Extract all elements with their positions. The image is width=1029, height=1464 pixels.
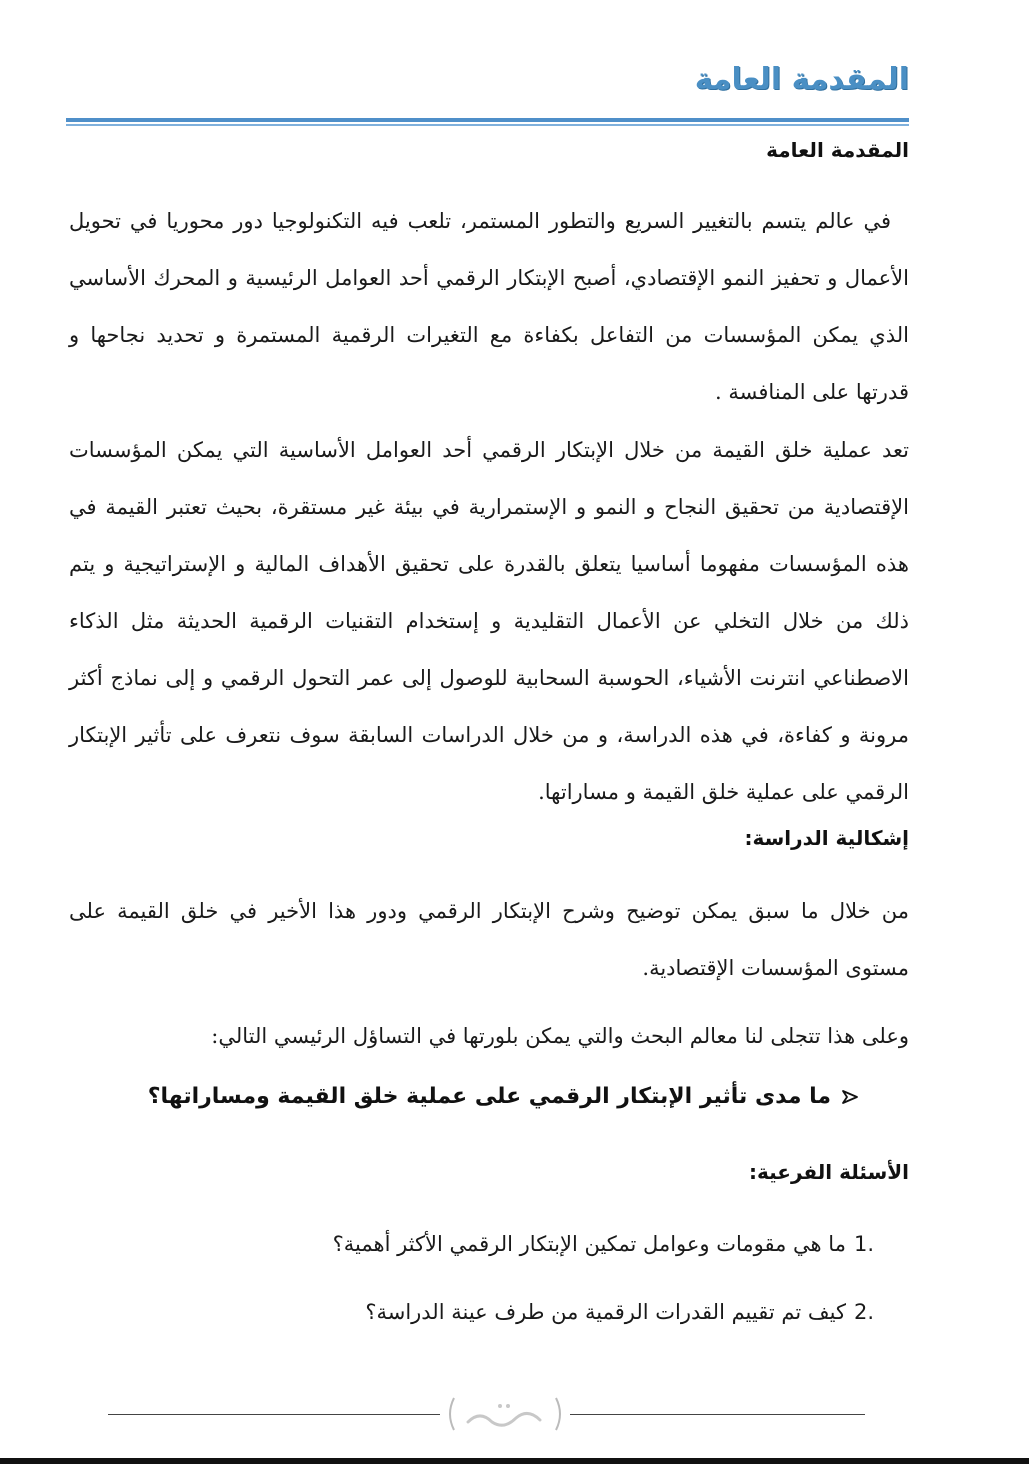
lead-in-paragraph xyxy=(69,1008,909,1065)
list-item xyxy=(365,1300,874,1324)
arrow-bullet-icon xyxy=(841,1088,859,1106)
title-underline xyxy=(66,118,909,122)
bottom-edge-bar xyxy=(0,1458,1029,1464)
problem-paragraph-text: من خلال ما سبق يمكن توضيح وشرح الإبتكار الرقمي ودور هذا الأخير في خلق القيمة على مستوى المؤسسات الإقتصادية. xyxy=(69,899,909,980)
lead-in-text: وعلى هذا تتجلى لنا معالم البحث والتي يمكن بلورتها في التساؤل الرئيسي التالي: xyxy=(211,1024,909,1048)
second-paragraph xyxy=(69,422,909,821)
intro-paragraph xyxy=(69,193,909,421)
chapter-title: المقدمة العامة xyxy=(694,62,909,97)
watermark-logo-icon xyxy=(440,1392,570,1436)
section-title: المقدمة العامة xyxy=(766,138,909,162)
list-item-number: 1. xyxy=(853,1232,874,1256)
main-question-text: ما مدى تأثير الإبتكار الرقمي على عملية خلق القيمة ومساراتها؟ xyxy=(147,1084,831,1109)
list-item-number: 2. xyxy=(853,1300,874,1324)
list-item-text: كيف تم تقييم القدرات الرقمية من طرف عينة الدراسة؟ xyxy=(365,1300,846,1324)
second-paragraph-text: تعد عملية خلق القيمة من خلال الإبتكار الرقمي أحد العوامل الأساسية التي يمكن المؤسسات الإقتصادية من تحقيق النجاح و النمو و الإستمرارية في بيئة غير مستقرة، بحيث تعتبر القيمة في هذه المؤسسات مفهوما أساسيا يتعلق بالقدرة على تحقيق الأهداف المالية و الإستراتيجية و يتم ذلك من خلال التخلي عن الأعمال التقليدية و إستخدام التقنيات الرقمية الحديثة مثل الذكاء الاصطناعي انترنت الأشياء، الحوسبة السحابية للوصول إلى عمر التحول الرقمي و إلى نماذج أكثر مرونة و كفاءة، في هذه الدراسة، و من خلال الدراسات السابقة سوف نتعرف على تأثير الإبتكار الرقمي على عملية خلق القيمة و مساراتها. xyxy=(69,438,909,804)
problem-heading: إشكالية الدراسة: xyxy=(744,826,909,850)
list-item xyxy=(333,1232,874,1256)
main-question xyxy=(148,1084,859,1109)
list-item-text: ما هي مقومات وعوامل تمكين الإبتكار الرقمي الأكثر أهمية؟ xyxy=(332,1232,846,1256)
title-underline-secondary xyxy=(66,124,909,126)
problem-paragraph xyxy=(69,883,909,997)
intro-paragraph-text: في عالم يتسم بالتغيير السريع والتطور المستمر، تلعب فيه التكنولوجيا دور محوريا في تحويل الأعمال و تحفيز النمو الإقتصادي، أصبح الإبتكار الرقمي أحد العوامل الرئيسية و المحرك الأساسي الذي يمكن المؤسسات من التفاعل بكفاءة مع التغيرات الرقمية المستمرة و تحديد نجاحها و قدرتها على المنافسة . xyxy=(69,209,909,404)
sub-questions-heading: الأسئلة الفرعية: xyxy=(749,1160,909,1184)
footer-watermark xyxy=(440,1392,570,1436)
